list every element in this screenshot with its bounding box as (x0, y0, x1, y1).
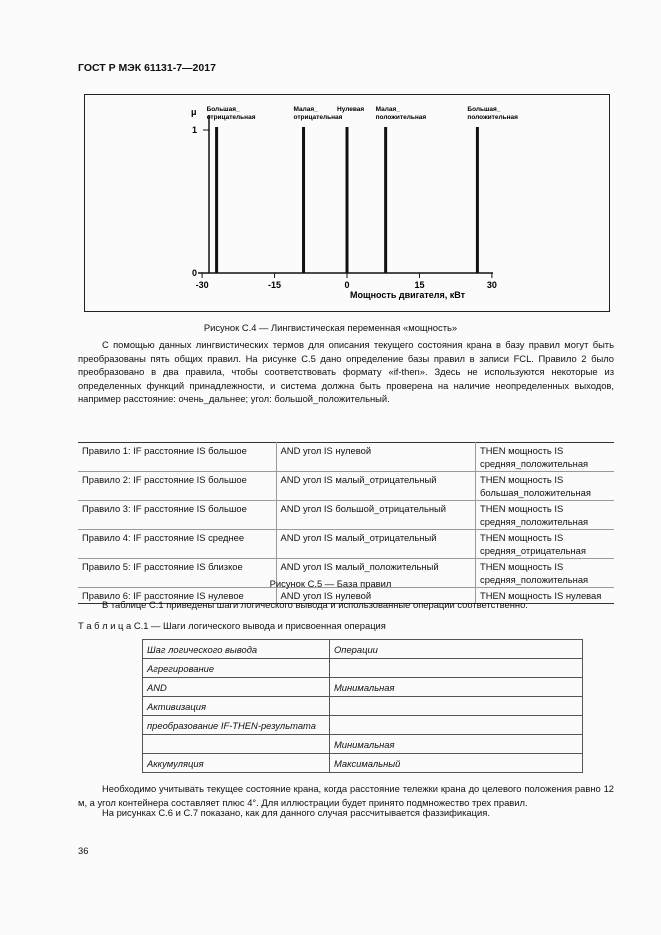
x-tick-label: -15 (268, 280, 282, 290)
table-row (143, 716, 583, 735)
table-cell: Шаг логического вывода (143, 640, 330, 659)
rule-row (78, 501, 614, 530)
rule-cell: THEN мощность IS средняя_положительная (476, 501, 615, 530)
x-tick-label: -30 (195, 280, 209, 290)
table-cell: Аккумуляция (143, 754, 330, 773)
rule-cell: Правило 2: IF расстояние IS большое (78, 472, 276, 501)
term-label: Малая_ (375, 106, 400, 113)
rule-cell: Правило 3: IF расстояние IS большое (78, 501, 276, 530)
figure-c4-caption: Рисунок С.4 — Лингвистическая переменная «мощность» (203, 322, 458, 333)
rule-cell: THEN мощность IS средняя_положительная (476, 559, 615, 588)
table-row (143, 697, 583, 716)
figure-c4 (84, 94, 610, 312)
table-title: Т а б л и ц а С.1 — Шаги логического вывода и присвоенная операция (78, 620, 386, 631)
rule-cell: Правило 5: IF расстояние IS близкое (78, 559, 276, 588)
table-cell: Минимальная (330, 678, 583, 697)
page-number: 36 (78, 845, 89, 856)
rule-row (78, 530, 614, 559)
y-tick-label-1: 1 (192, 125, 198, 135)
x-tick-label: 0 (344, 280, 350, 290)
rule-row (78, 443, 614, 472)
x-tick-label: 15 (414, 280, 425, 290)
rule-cell: Правило 4: IF расстояние IS среднее (78, 530, 276, 559)
figure-c5-caption: Рисунок С.5 — База правил (269, 578, 392, 589)
table-cell: преобразование IF-THEN-результата (143, 716, 330, 735)
paragraph-1: С помощью данных лингвистических термов для описания текущего состояния крана в базу правил могут быть преобразованы пять общих правил. На рисунке С.5 дано определение базы правил в записи FCL. Правило 2 было преобразовано в два правила, чтобы соответствовать формату «if-then». Здесь не используются некоторые из определенных функций принадлежности, и система должна быть проверена на наличие неопределенных выходов, например расстояние: очень_дальнее; угол: большой_положительный. (78, 339, 614, 404)
term-bar (302, 127, 305, 273)
document-header: ГОСТ Р МЭК 61131-7—2017 (78, 62, 216, 74)
paragraph-2: В таблице С.1 приведены шаги логического вывода и использованные операции соответственно. (102, 599, 528, 610)
term-label: положительная (375, 114, 427, 121)
rule-row (78, 472, 614, 501)
table-cell (143, 735, 330, 754)
rule-cell: AND угол IS нулевой (276, 588, 475, 604)
term-label: отрицательная (206, 114, 256, 121)
membership-chart (85, 95, 609, 311)
rule-cell: Правило 1: IF расстояние IS большое (78, 443, 276, 472)
rule-cell: THEN мощность IS средняя_отрицательная (476, 530, 615, 559)
paragraph-4: На рисунках С.6 и С.7 показано, как для данного случая рассчитывается фаззификация. (102, 807, 490, 818)
table-cell (330, 659, 583, 678)
table-cell: Активизация (143, 697, 330, 716)
table-cell: Агрегирование (143, 659, 330, 678)
paragraph-3: Необходимо учитывать текущее состояние крана, когда расстояние тележки крана до целевого положения равно 12 м, а угол контейнера составляет плюс 4°. Для иллюстрации будет принято подмножество трех правил. (78, 783, 614, 808)
rule-cell: THEN мощность IS средняя_положительная (476, 443, 615, 472)
table-row (143, 754, 583, 773)
rule-cell: THEN мощность IS большая_положительная (476, 472, 615, 501)
table-cell (330, 716, 583, 735)
rule-cell: AND угол IS нулевой (276, 443, 475, 472)
table-row (143, 678, 583, 697)
term-label: Большая_ (206, 106, 240, 113)
y-label: μ (191, 107, 197, 117)
rule-cell: AND угол IS малый_положительный (276, 559, 475, 588)
rule-cell: Правило 6: IF расстояние IS нулевое (78, 588, 276, 604)
term-label: Малая_ (293, 106, 318, 113)
x-label: Мощность двигателя, кВт (350, 290, 466, 300)
term-label: положительная (467, 114, 518, 121)
term-label: Большая_ (467, 106, 501, 113)
inference-steps-table (142, 639, 583, 773)
term-label: отрицательная (293, 114, 343, 121)
table-row (143, 640, 583, 659)
term-bar (215, 127, 218, 273)
term-label: Нулевая (337, 106, 365, 113)
table-cell (330, 697, 583, 716)
table-row (143, 659, 583, 678)
term-bar (346, 127, 349, 273)
term-bar (384, 127, 387, 273)
rule-cell: THEN мощность IS нулевая (476, 588, 615, 604)
y-tick-label-0: 0 (192, 268, 198, 278)
rule-cell: AND угол IS большой_отрицательный (276, 501, 475, 530)
rule-cell: AND угол IS малый_отрицательный (276, 530, 475, 559)
table-cell: Максимальный (330, 754, 583, 773)
term-bar (476, 127, 479, 273)
table-cell: Операции (330, 640, 583, 659)
table-row (143, 735, 583, 754)
table-cell: AND (143, 678, 330, 697)
rule-cell: AND угол IS малый_отрицательный (276, 472, 475, 501)
x-tick-label: 30 (486, 280, 497, 290)
table-cell: Минимальная (330, 735, 583, 754)
